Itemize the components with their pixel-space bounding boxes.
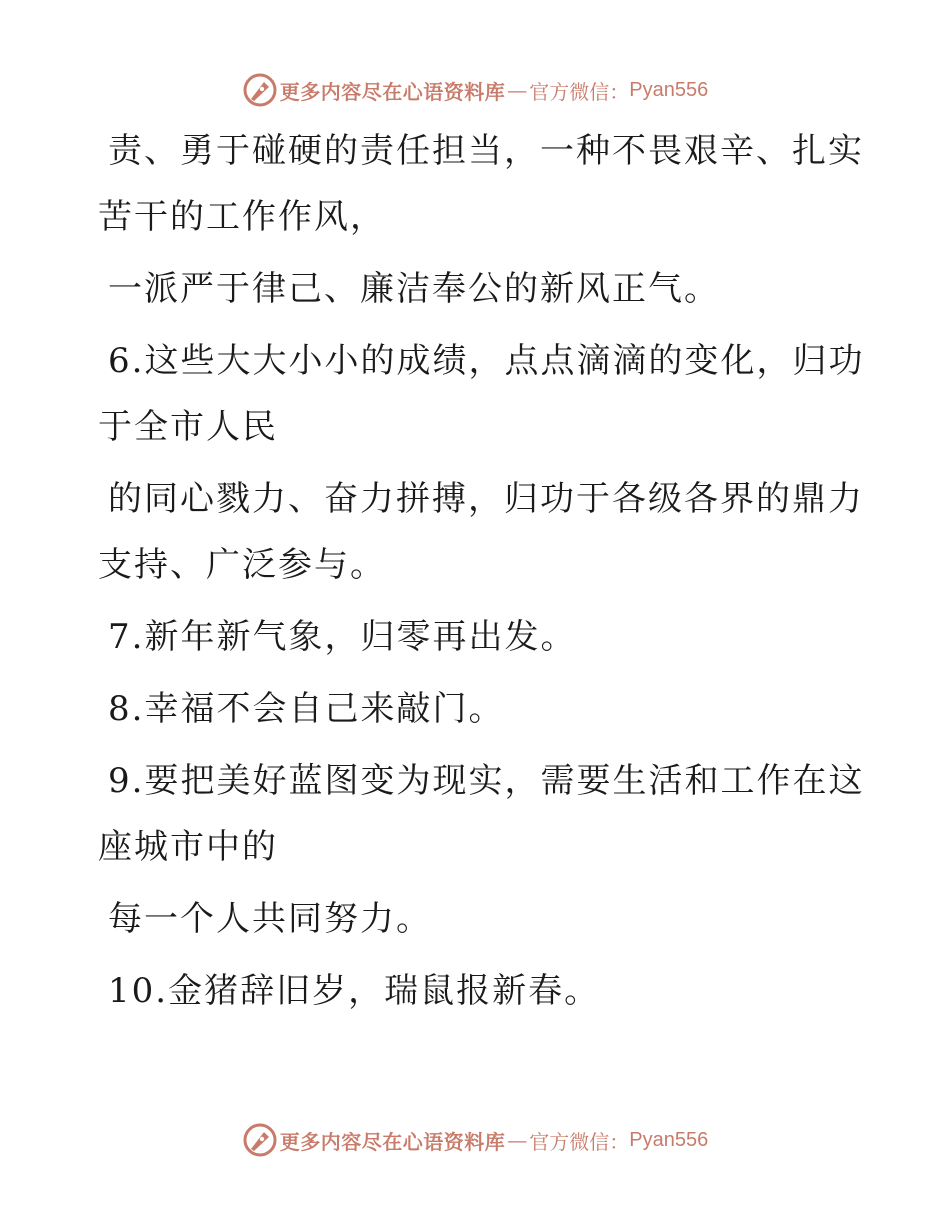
paragraph-line: 支持、广泛参与。 [98,545,386,585]
paragraph [98,118,864,250]
paragraph [98,466,864,598]
banner-wechat-id: Pyan556 [629,78,709,101]
banner-separator: — [507,78,528,102]
pen-nib-logo-icon [242,1122,278,1158]
paragraph-line: 一派严于律己、廉洁奉公的新风正气。 [108,269,720,309]
paragraph-line: 的同心戮力、奋力拼搏，归功于各级各界的鼎力 [108,479,864,519]
paragraph [98,256,838,322]
banner-wechat-label: 官方微信： [529,1129,630,1154]
document-body [98,118,865,1030]
paragraph-line: 每一个人共同努力。 [108,899,432,939]
paragraph [98,604,838,670]
banner-wechat-id: Pyan556 [629,1128,709,1151]
paragraph-line: 责、勇于碰硬的责任担当，一种不畏艰辛、扎实 [108,131,864,171]
paragraph [98,676,838,742]
paragraph-line: 10.金猪辞旧岁，瑞鼠报新春。 [108,971,601,1011]
banner-brand-text: 更多内容尽在心语资料库 [279,79,506,104]
paragraph-line: 8.幸福不会自己来敲门。 [108,689,505,729]
banner-brand-text: 更多内容尽在心语资料库 [279,1129,506,1154]
banner-wechat-label: 官方微信： [529,79,630,104]
paragraph-line: 6.这些大大小小的成绩，点点滴滴的变化，归功 [108,341,865,381]
paragraph-line: 于全市人民 [98,407,278,447]
paragraph [98,748,865,880]
paragraph-line: 苦干的工作作风， [98,197,386,237]
pen-nib-logo-icon [242,72,278,108]
paragraph [98,886,838,952]
paragraph-line: 座城市中的 [98,827,278,867]
paragraph-line: 9.要把美好蓝图变为现实，需要生活和工作在这 [108,761,865,801]
footer-banner [0,1120,950,1160]
banner-separator: — [507,1128,528,1152]
paragraph-line: 7.新年新气象，归零再出发。 [108,617,577,657]
header-banner [0,70,950,110]
paragraph [98,328,865,460]
paragraph [98,958,838,1024]
